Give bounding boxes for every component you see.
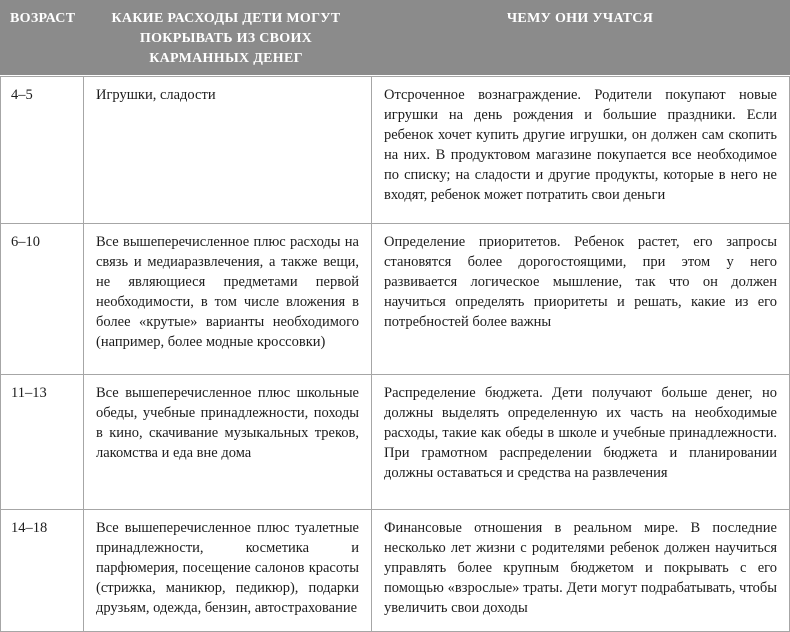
age-cell: 14–18 (11, 520, 48, 536)
table-header-row (0, 0, 790, 75)
age-cell: 6–10 (11, 234, 40, 250)
expenses-cell: Игрушки, сладости (83, 77, 371, 223)
age-cell: 4–5 (11, 87, 33, 103)
header-learning-column: ЧЕМУ ОНИ УЧАТСЯ (506, 11, 654, 26)
header-expenses-column: КАКИЕ РАСХОДЫ ДЕТИ МОГУТ ПОКРЫВАТЬ ИЗ СВОИХ КАРМАННЫХ ДЕНЕГ (111, 11, 341, 66)
learning-cell: Финансовые отношения в реальном мире. В последние несколько лет жизни с родителями ребенок должен научиться управлять более крупным бюджетом и покрывать с его помощью «взрослые» траты. Дети могут подрабатывать, чтобы увеличить свои доходы (371, 510, 789, 631)
table-body (0, 76, 790, 632)
table-row-age-14-18 (1, 509, 789, 631)
expenses-cell: Все вышеперечисленное плюс расходы на связь и медиаразвлечения, а также вещи, не являющиеся предметами первой необходимости, в том числе вложения в более «крутые» варианты необходимого (например, более модные кроссовки) (83, 224, 371, 374)
learning-cell: Распределение бюджета. Дети получают больше денег, но должны выделять определенную их часть на необходимые расходы, такие как обеды в школе и учебные принадлежности. При грамотном распределении бюджета и планировании должны оставаться и средства на развлечения (371, 375, 789, 509)
learning-cell: Определение приоритетов. Ребенок растет, его запросы становятся более дорогостоящими, при этом у него развивается логическое мышление, так что он должен научиться определять приоритеты и решать, какие из его потребностей более важны (371, 224, 789, 374)
table-row-age-11-13 (1, 374, 789, 509)
expenses-cell: Все вышеперечисленное плюс туалетные принадлежности, косметика и парфюмерия, посещение салонов красоты (стрижка, маникюр, педикюр), подарки друзьям, одежда, бензин, автострахование (83, 510, 371, 631)
header-age-column: ВОЗРАСТ (10, 11, 76, 26)
table-row-age-4-5 (1, 77, 789, 223)
expenses-cell: Все вышеперечисленное плюс школьные обеды, учебные принадлежности, походы в кино, скачивание музыкальных треков, лакомства и еда вне дома (83, 375, 371, 509)
table-row-age-6-10 (1, 223, 789, 374)
age-cell: 11–13 (11, 385, 47, 401)
learning-cell: Отсроченное вознаграждение. Родители покупают новые игрушки на день рождения и большие праздники. Если ребенок хочет купить другие игрушки, он должен сам скопить на них. В продуктовом магазине покупается все необходимое по списку; на сладости и другие продукты, которые в него не входят, ребенок может потратить свои деньги (371, 77, 789, 223)
